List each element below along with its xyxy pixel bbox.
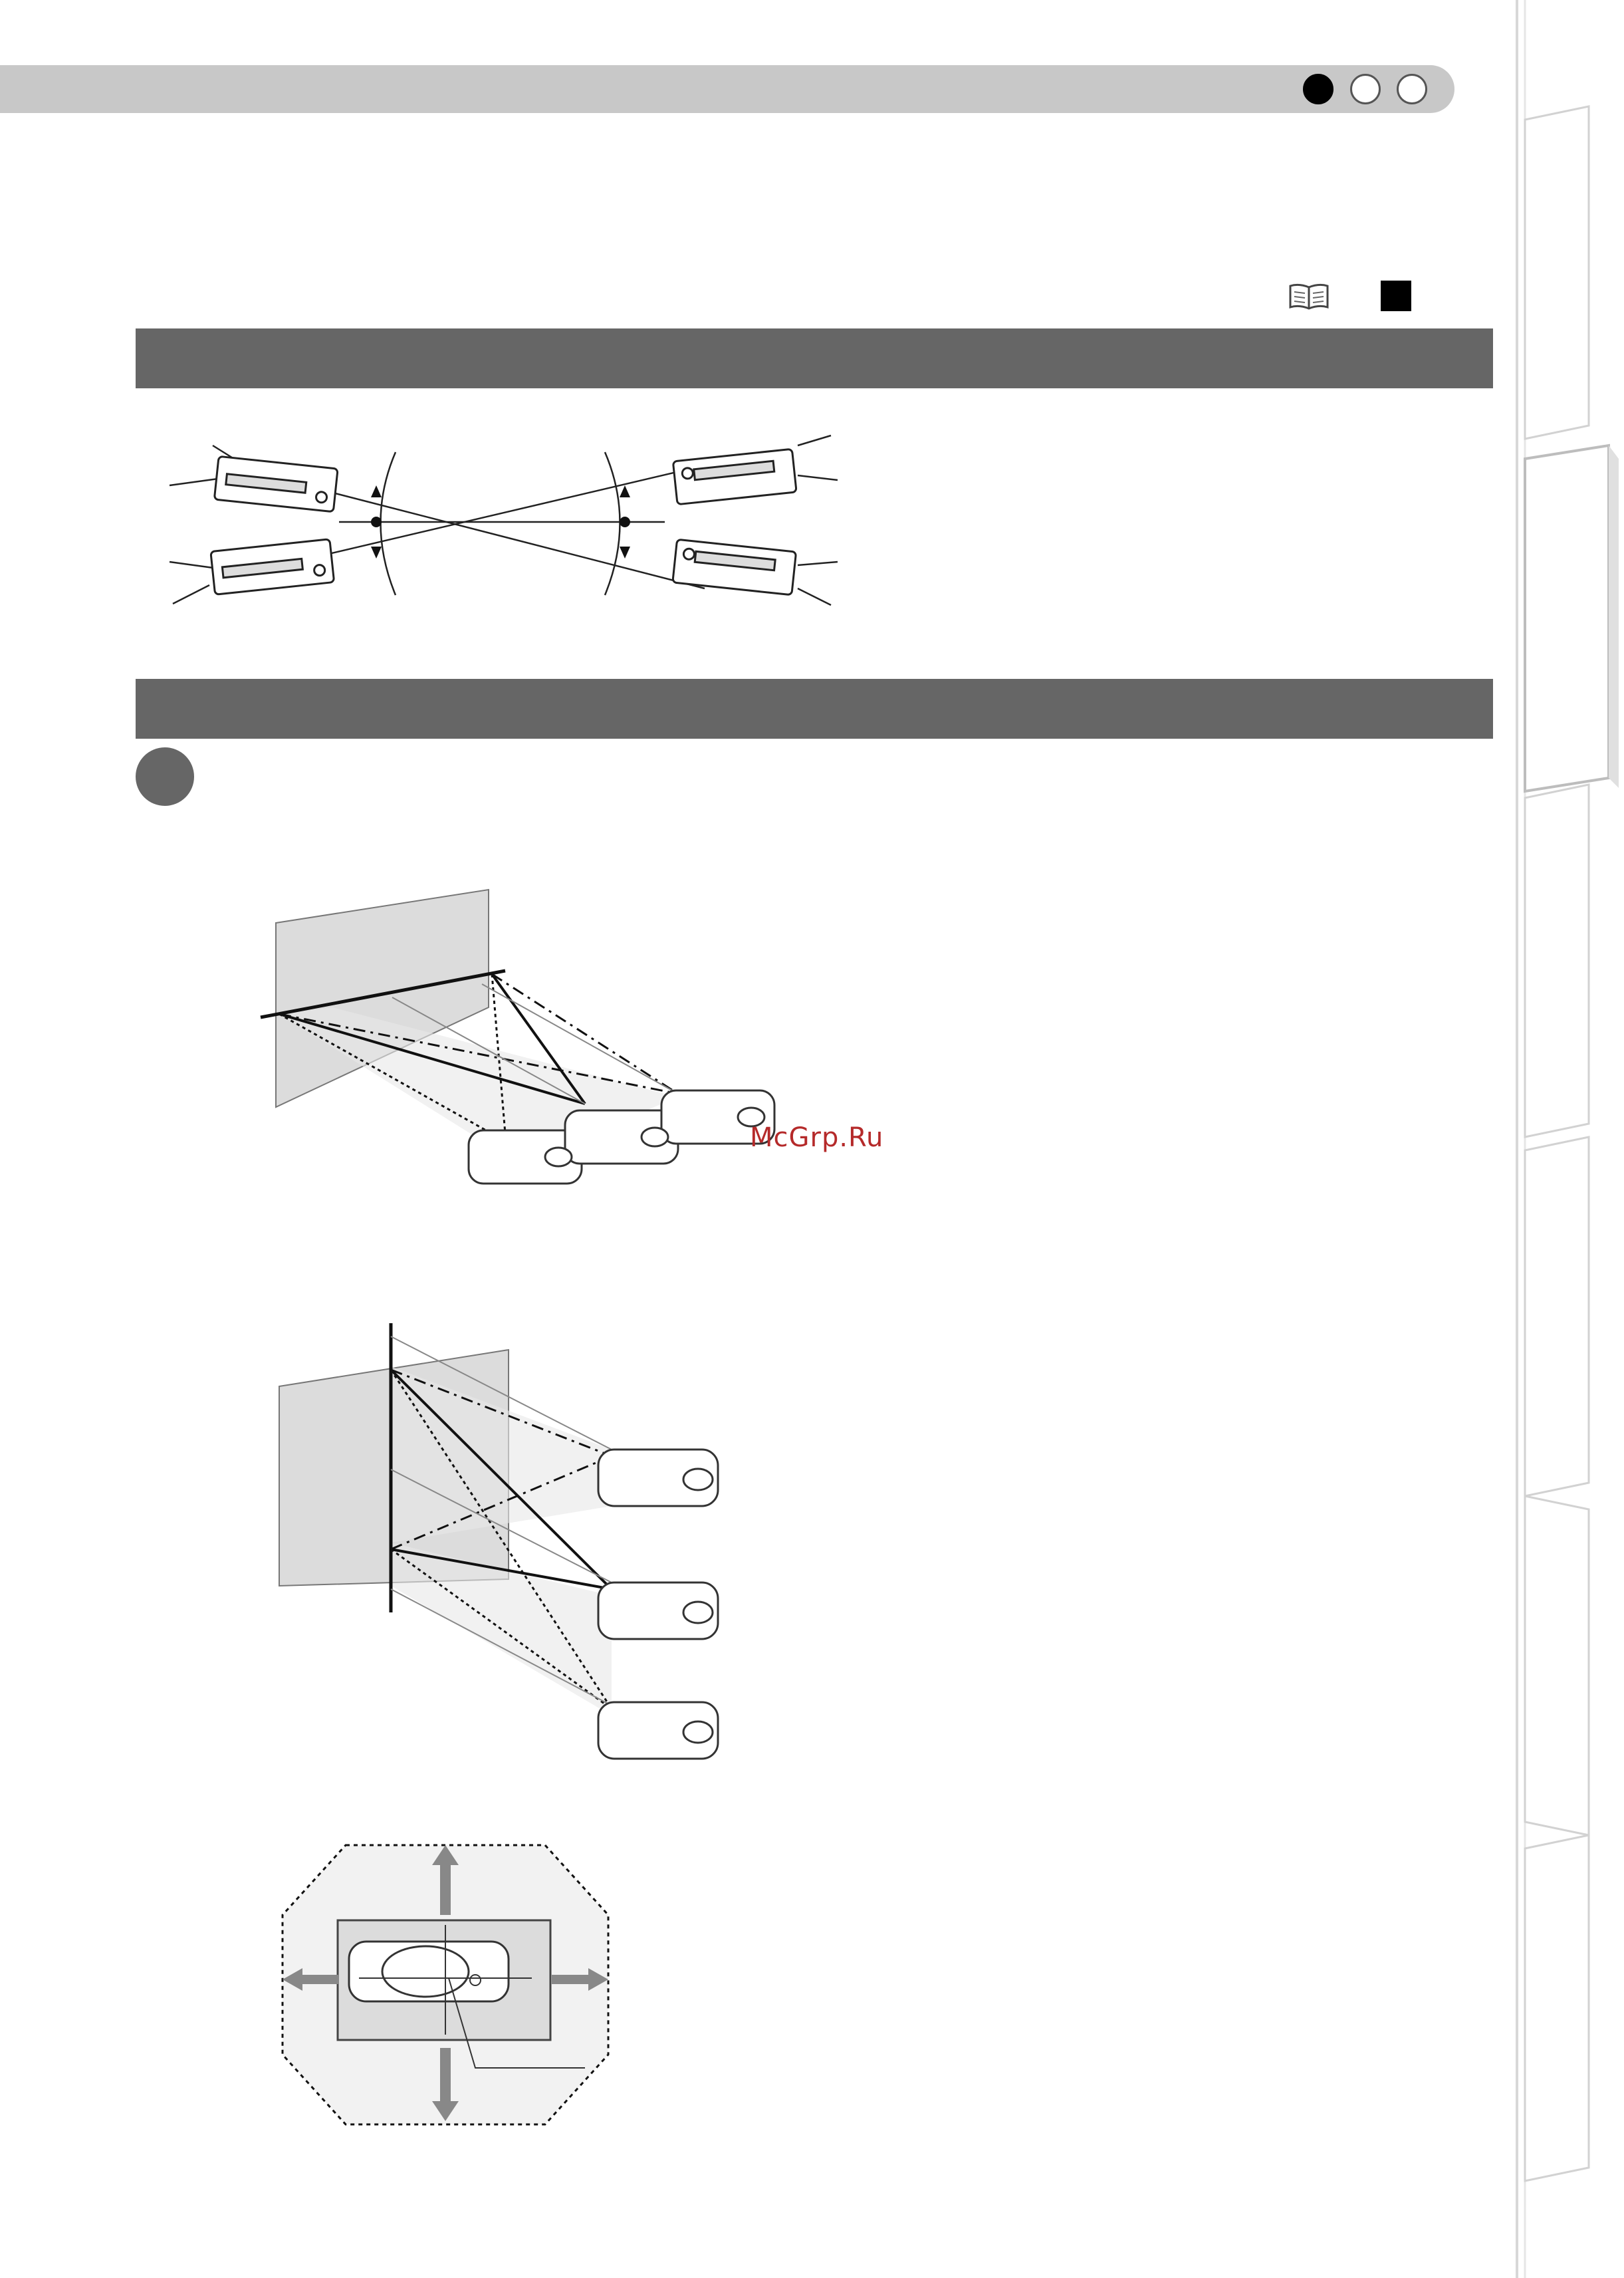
tilt-angle-diagram <box>160 426 851 618</box>
shift-range-diagram <box>273 1835 618 2134</box>
side-index-tabs <box>1509 0 1624 2278</box>
page-indicator-dot <box>1350 74 1381 104</box>
vertical-shift-diagram <box>266 1317 745 1782</box>
section-bar-lens-shift <box>136 679 1493 739</box>
page-indicator-dot-active <box>1303 74 1334 104</box>
book-icon <box>1288 282 1330 310</box>
watermark-text: McGrp.Ru <box>750 1122 884 1153</box>
page-indicator-dot <box>1397 74 1427 104</box>
section-bar-tilt <box>136 328 1493 388</box>
step-number-circle <box>136 747 194 806</box>
header-bar <box>0 65 1454 113</box>
square-marker-icon <box>1381 281 1411 311</box>
